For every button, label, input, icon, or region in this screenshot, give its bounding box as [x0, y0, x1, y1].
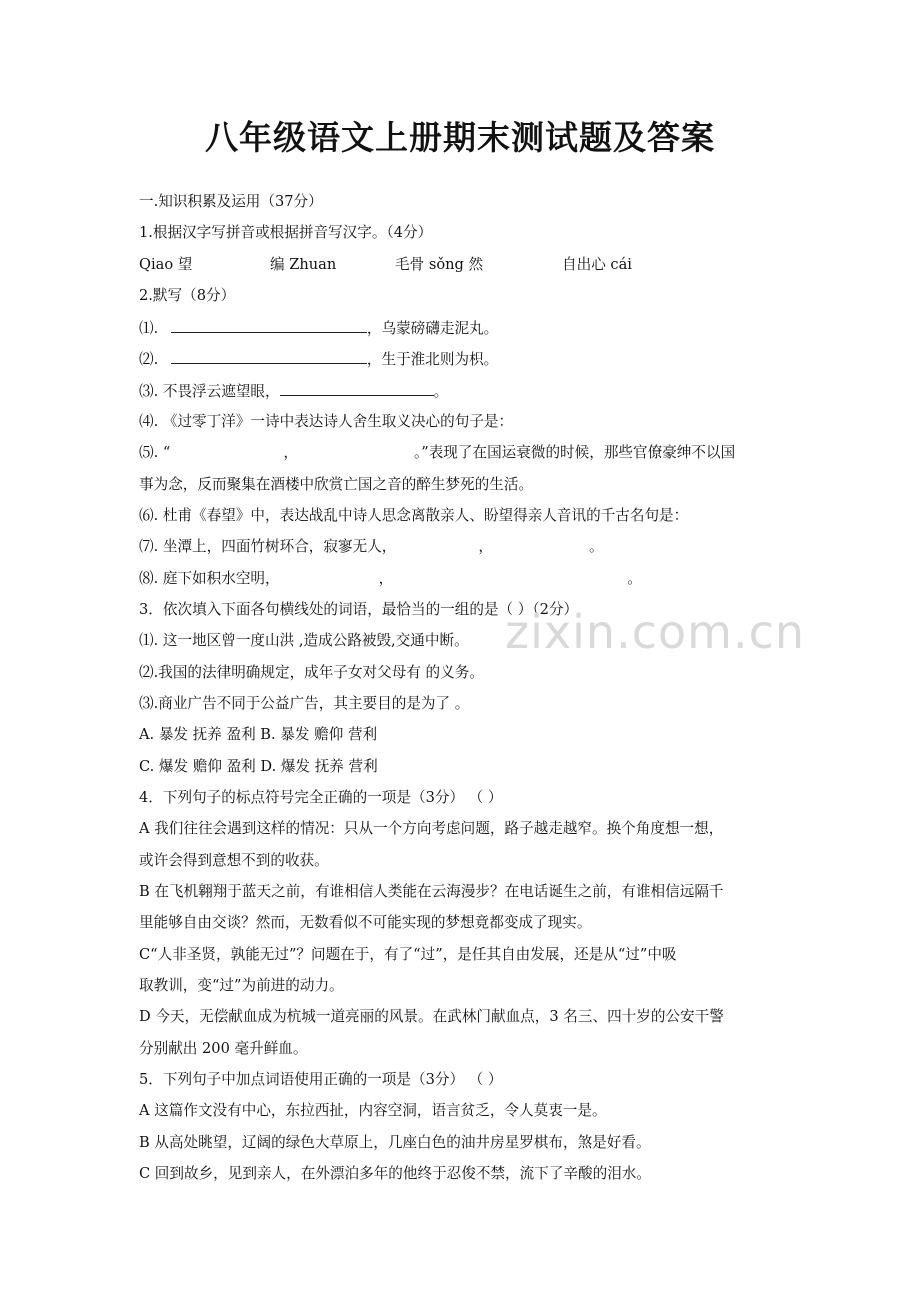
pinyin-item-3: 毛骨 sǒng 然	[395, 256, 484, 273]
dictation-line-5	[139, 443, 784, 463]
question-3-stem: 3．依次填入下面各句横线处的词语，最恰当的一组的是（ ）（2分）	[139, 601, 579, 618]
question-4-option-a: A 我们往往会遇到这样的情况：只从一个方向考虑问题，路子越走越窄。换个角度想一想，	[139, 820, 724, 837]
dictation-number: ⑴.	[139, 320, 159, 337]
question-5-option-c: C 回到故乡，见到亲人，在外漂泊多年的他终于忍俊不禁，流下了辛酸的泪水。	[139, 1165, 651, 1182]
dictation-line-5-cont: 事为念，反而聚集在酒楼中欣赏亡国之音的醉生梦死的生活。	[139, 476, 534, 493]
question-5-option-a: A 这篇作文没有中心，东拉西扯，内容空洞，语言贫乏，令人莫衷一是。	[139, 1102, 607, 1119]
dictation-line-6: ⑹. 杜甫《春望》中，表达战乱中诗人思念离散亲人、盼望得亲人音讯的千古名句是：	[139, 507, 689, 524]
answer-blank[interactable]	[280, 381, 434, 396]
question-3-sentence-3: ⑶.商业广告不同于公益广告，其主要目的是为了 。	[139, 695, 470, 712]
dictation-text: ⑻. 庭下如积水空明，	[139, 570, 280, 587]
dictation-line-4: ⑷. 《过零丁洋》一诗中表达诗人舍生取义决心的句子是：	[139, 413, 514, 430]
dictation-line-7	[139, 537, 784, 557]
answer-blank[interactable]	[171, 349, 367, 364]
dictation-text: ⑺. 坐潭上，四面竹树环合，寂寥无人，	[139, 538, 397, 555]
question-4-option-c-cont: 取教训，变“过”为前进的动力。	[139, 977, 344, 994]
question-3-sentence-2: ⑵.我国的法律明确规定，成年子女对父母有 的义务。	[139, 664, 484, 681]
question-3-options-cd: C. 爆发 赡仰 盈利 D. 爆发 抚养 营利	[139, 758, 378, 775]
question-5-stem: 5．下列句子中加点词语使用正确的一项是（3分） （ ）	[139, 1071, 503, 1088]
question-4-option-d-cont: 分别献出 200 毫升鲜血。	[139, 1040, 308, 1057]
question-1-stem: 1.根据汉字写拼音或根据拼音写汉字。（4分）	[139, 224, 433, 241]
question-5-option-b: B 从高处眺望，辽阔的绿色大草原上，几座白色的油井房星罗棋布，煞是好看。	[139, 1134, 651, 1151]
dictation-number: ⑵.	[139, 351, 159, 368]
pinyin-item-4: 自出心 cái	[562, 256, 632, 273]
question-4-option-b: B 在飞机翱翔于蓝天之前，有谁相信人类能在云海漫步？在电话诞生之前，有谁相信远隔千	[139, 883, 724, 900]
dictation-line-3	[139, 381, 784, 402]
question-4-option-d: D 今天，无偿献血成为杭城一道亮丽的风景。在武林门献血点，3 名三、四十岁的公安干警	[139, 1008, 724, 1025]
dictation-text: ，生于淮北则为枳。	[366, 351, 499, 368]
question-4-option-b-cont: 里能够自由交谈？然而，无数看似不可能实现的梦想竟都变成了现实。	[139, 914, 592, 931]
pinyin-item-1: Qiao 望	[139, 256, 193, 273]
section-heading: 一.知识积累及运用（37分）	[139, 193, 323, 210]
dictation-line-1	[139, 318, 784, 339]
dictation-text: ，	[378, 570, 394, 587]
question-3-options-ab: A. 暴发 抚养 盈利 B. 暴发 赡仰 营利	[139, 726, 378, 743]
dictation-text: ⑸. “	[139, 444, 171, 461]
question-3-sentence-1: ⑴. 这一地区曾一度山洪 ,造成公路被毁,交通中断。	[139, 632, 469, 649]
site-watermark: zixin.com.cn	[505, 605, 806, 659]
question-2-stem: 2.默写（8分）	[139, 287, 236, 304]
dictation-line-2	[139, 349, 784, 370]
dictation-text: ，	[478, 538, 493, 555]
dictation-text: ⑶. 不畏浮云遮望眼，	[139, 383, 280, 400]
dictation-text: ，乌蒙磅礴走泥丸。	[366, 320, 499, 337]
answer-blank[interactable]	[171, 318, 367, 333]
dictation-text: 。	[433, 383, 449, 400]
question-4-stem: 4．下列句子的标点符号完全正确的一项是（3分） （ ）	[139, 789, 503, 806]
dictation-text: ，	[283, 444, 298, 461]
question-4-option-c: C“人非圣贤，孰能无过”？问题在于，有了“过”，是任其自由发展，还是从“过”中吸	[139, 946, 677, 963]
pinyin-item-2: 编 Zhuan	[270, 256, 337, 273]
question-4-option-a-cont: 或许会得到意想不到的收获。	[139, 852, 329, 869]
dictation-text: 。	[627, 570, 642, 587]
dictation-line-8	[139, 569, 784, 589]
dictation-text: 。	[588, 538, 604, 555]
page-title: 八年级语文上册期末测试题及答案	[205, 118, 715, 157]
dictation-text: 。”表现了在国运衰微的时候，那些官僚豪绅不以国	[413, 444, 736, 461]
